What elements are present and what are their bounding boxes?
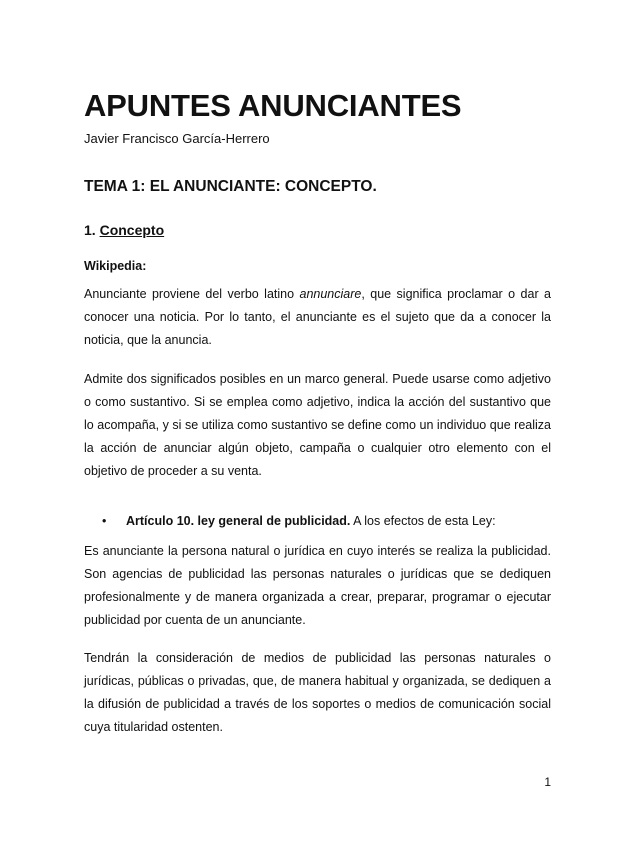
author-name: Javier Francisco García-Herrero	[84, 131, 270, 146]
section-title: Concepto	[99, 222, 165, 238]
bullet-bold-text: Artículo 10. ley general de publicidad.	[126, 514, 351, 528]
section-number: 1.	[84, 222, 96, 238]
paragraph-4: Tendrán la consideración de medios de publicidad las personas naturales o jurídicas, públicas o privadas, que, de manera habitual y organizada, se dediquen a la difusión de publicidad a través de los soportes o medios de comunicación social cuya titularidad ostenten.	[84, 651, 551, 734]
bullet-rest-text: A los efectos de esta Ley:	[350, 514, 496, 528]
document-title: APUNTES ANUNCIANTES	[84, 88, 462, 123]
paragraph-1	[84, 283, 551, 352]
paragraph-2: Admite dos significados posibles en un marco general. Puede usarse como adjetivo o como sustantivo. Si se emplea como adjetivo, indica la acción del sustantivo que lo acompaña, y si se utiliza como sustantivo se define como un individuo que realiza la acción de anunciar algún objeto, campaña o cualquier otro elemento con el objetivo de proceder a su venta.	[84, 372, 551, 478]
paragraph-1-start: Anunciante proviene del verbo latino	[84, 287, 300, 301]
bullet-icon: •	[102, 514, 107, 528]
bullet-text	[126, 512, 496, 530]
chapter-heading: TEMA 1: EL ANUNCIANTE: CONCEPTO.	[84, 178, 377, 195]
source-label: Wikipedia:	[84, 259, 147, 273]
paragraph-1-end: , que significa proclamar o dar a conocer una noticia. Por lo tanto, el anunciante es el sujeto que da a conocer la noticia, que la anuncia.	[84, 287, 551, 347]
paragraph-1-italic: annunciare	[299, 287, 362, 301]
page-number: 1	[544, 775, 551, 789]
paragraph-3: Es anunciante la persona natural o jurídica en cuyo interés se realiza la publicidad. Son agencias de publicidad las personas naturales o jurídicas que se dediquen profesionalmente y de manera organizada a crear, preparar, programar o ejecutar publicidad por cuenta de un anunciante.	[84, 544, 551, 627]
section-heading	[84, 221, 164, 239]
